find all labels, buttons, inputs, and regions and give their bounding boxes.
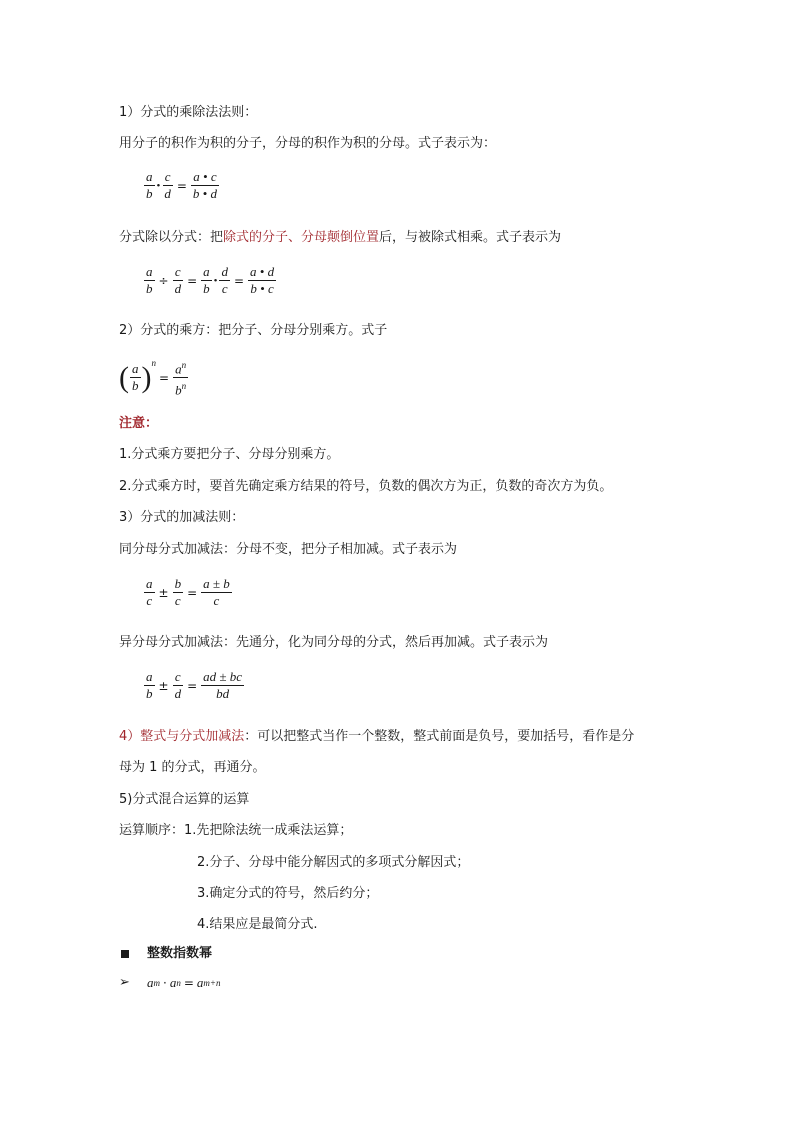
order-step-4: 4.结果应是最简分式. [197,917,318,932]
note-item-2: 2.分式乘方时，要首先确定乘方结果的符号，负数的偶次方为正，负数的奇次方为负。 [119,479,613,494]
formula-multiply: $\frac{a}{b}$ • $\frac{c}{d}$ = $\frac{a • c}{b • d}$ [146,169,217,201]
division-rule: 分式除以分式：把除式的分子、分母颠倒位置后，与被除式相乘。式子表示为 [119,230,562,245]
fraction: $\frac{a • c}{b • d}$ [192,169,217,201]
section1-rule: 用分子的积作为积的分子，分母的积作为积的分母。式子表示为： [119,136,497,151]
formula-divide: $\frac{a}{b}$ ÷ $\frac{c}{d}$ = $\frac{a}{b}$ • $\frac{d}{c}$ = $\frac{a • d}{b • c}$ [146,264,275,296]
fraction: $\frac{a}{b}$ [146,169,153,201]
formula-add-different: $\frac{a}{b}$ ± $\frac{c}{d}$ = $\frac{ad \pm bc}{bd}$ [146,669,243,701]
square-bullet-icon [121,950,129,958]
formula-add-same: $\frac{a}{c}$ ± $\frac{b}{c}$ = $\frac{a \pm b}{c}$ [146,576,230,608]
section4-text: 4）整式与分式加减法：可以把整式当作一个整数，整式前面是负号，要加括号，看作是分 [119,729,635,744]
order-step-1: 运算顺序：1.先把除法统一成乘法运算； [119,823,353,838]
formula-exponent: a m · a n = a m+n [147,975,221,990]
highlight-text: 除式的分子、分母颠倒位置 [223,230,380,245]
order-step-2: 2.分子、分母中能分解因式的多项式分解因式； [197,855,470,870]
note-item-1: 1.分式乘方要把分子、分母分别乘方。 [119,447,340,462]
formula-power: ( $\frac{a}{b}$ ) $^n$ = $\frac{a^n}{b^n}$ [119,358,187,398]
section1-heading: 1）分式的乘除法法则： [119,105,258,120]
different-denominator-rule: 异分母分式加减法：先通分，化为同分母的分式，然后再加减。式子表示为 [119,635,549,650]
section6-heading: 整数指数幂 [147,946,213,961]
section4-continuation: 母为 1 的分式，再通分。 [119,760,266,775]
note-title: 注意： [119,416,159,431]
arrow-bullet-icon: ➢ [119,975,130,990]
fraction: $\frac{c}{d}$ [164,169,171,201]
section2-heading: 2）分式的乘方：把分子、分母分别乘方。式子 [119,323,388,338]
section5-heading: 5)分式混合运算的运算 [119,792,250,807]
section4-heading: 4）整式与分式加减法 [119,729,245,744]
same-denominator-rule: 同分母分式加减法：分母不变，把分子相加减。式子表示为 [119,542,458,557]
section3-heading: 3）分式的加减法则： [119,510,245,525]
order-step-3: 3.确定分式的符号，然后约分； [197,886,379,901]
